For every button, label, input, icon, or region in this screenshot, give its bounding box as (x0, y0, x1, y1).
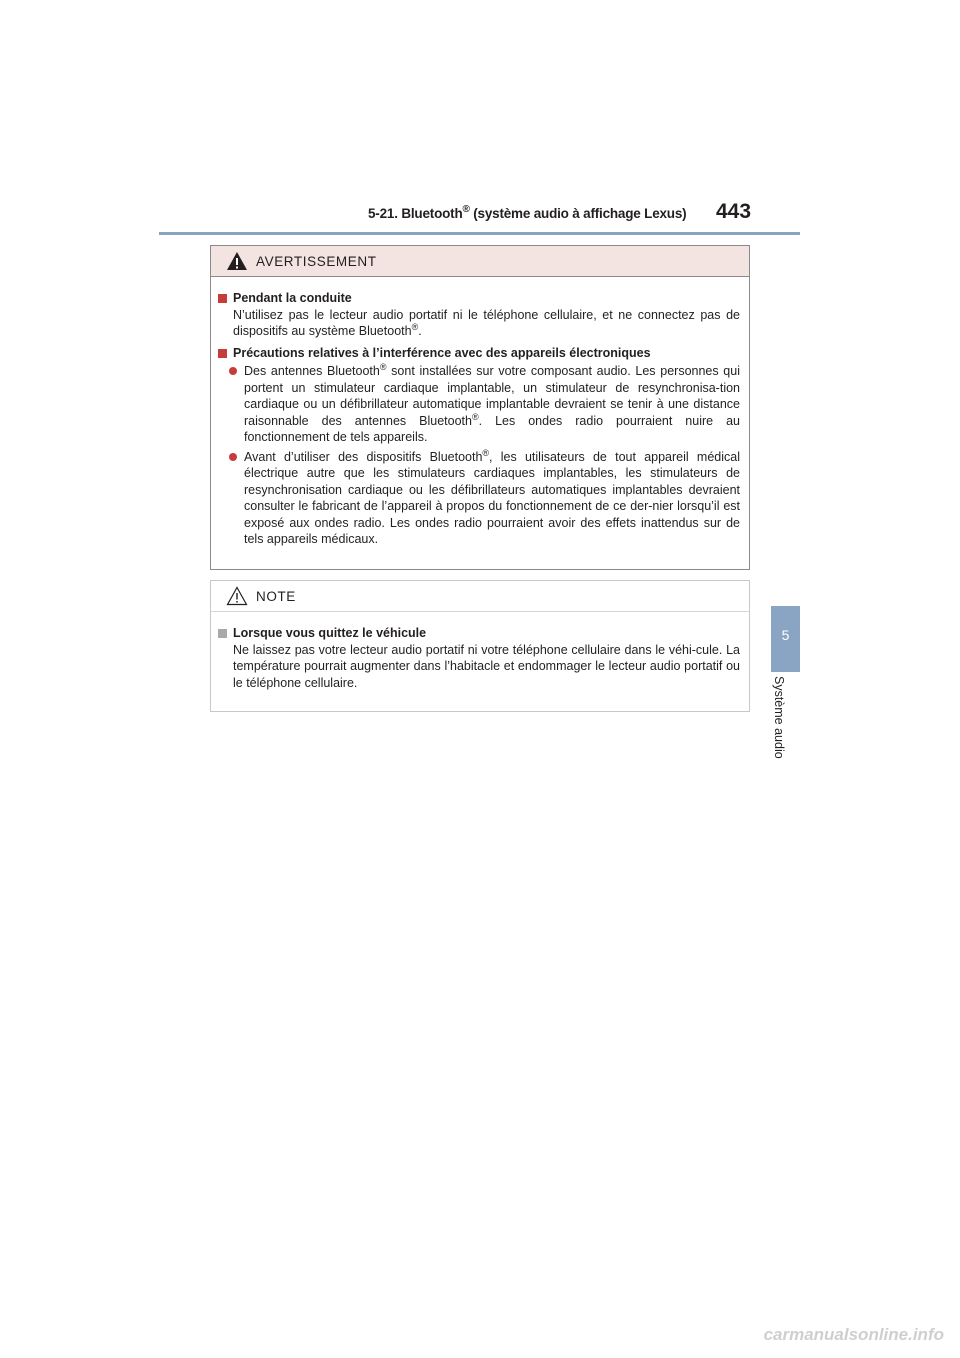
list-item (218, 449, 740, 548)
header-divider (159, 232, 800, 235)
note-item-leaving-vehicle (218, 625, 740, 691)
registered-mark: ® (379, 361, 387, 372)
registered-mark: ® (471, 411, 479, 422)
warning-box (210, 245, 750, 570)
registered-mark: ® (462, 203, 470, 215)
section-title-prefix: 5-21. Bluetooth (368, 206, 463, 221)
page-number: 443 (716, 200, 752, 223)
warning-label: AVERTISSEMENT (256, 253, 377, 269)
note-label: NOTE (256, 588, 296, 604)
square-bullet-icon (218, 294, 227, 303)
chapter-label: Système audio (772, 676, 786, 759)
bullet-text: Avant d’utiliser des dispositifs Bluetooth (244, 449, 483, 464)
item-text-end: . (418, 324, 422, 338)
square-bullet-icon (218, 349, 227, 358)
bullet-text: , les utilisateurs de tout appareil médical électrique autre que les stimulateurs cardiaques implantables, les stimulateurs de resynchronisation cardiaque ou les défibrillateurs automatiques implantables devraient consulter le fabricant de l’appareil à propos du fonctionnement de ce der-nier lorsqu’il est exposé aux ondes radio. Les ondes radio pourraient avoir des effets inattendus sur de tels appareils médicaux. (244, 449, 740, 546)
list-item (218, 363, 740, 446)
watermark: carmanualsonline.info (763, 1325, 944, 1344)
item-title: Lorsque vous quittez le véhicule (233, 626, 427, 640)
dot-bullet-icon (229, 367, 237, 375)
note-header (211, 581, 749, 612)
item-title: Précautions relatives à l’interférence avec des appareils électroniques (233, 345, 651, 360)
bullet-text: Des antennes Bluetooth (244, 364, 380, 378)
square-bullet-icon (218, 629, 227, 638)
bullet-text: sont installées sur votre composant audio. Les personnes qui portent un stimulateur cardiaque implantable, un stimulateur de resynchronisa-tion cardiaque ou un défibrillateur automatique implantable devraient se tenir à une distance raisonnable des antennes Bluetooth (244, 364, 740, 428)
warning-item-interference (218, 345, 740, 548)
item-text: Ne laissez pas votre lecteur audio portatif ni votre téléphone cellulaire dans le véhi-cule. La température pourrait augmenter dans l’habitacle et endommager le lecteur audio portatif ou le téléphone cellulaire. (233, 642, 740, 690)
bullet-text: . Les ondes radio pourraient nuire au fonctionnement de tels appareils. (244, 413, 740, 444)
warning-item-driving (218, 290, 740, 340)
warning-header (211, 246, 749, 277)
section-title-suffix: (système audio à affichage Lexus) (469, 206, 687, 221)
chapter-number: 5 (781, 627, 790, 643)
caution-triangle-icon (226, 586, 248, 606)
warning-triangle-icon (226, 251, 248, 271)
item-text: N’utilisez pas le lecteur audio portatif ni le téléphone cellulaire, et ne connectez pas de dispositifs au système Bluetooth (233, 307, 740, 338)
registered-mark: ® (482, 447, 490, 458)
item-title: Pendant la conduite (233, 291, 352, 305)
section-title (368, 203, 688, 221)
note-box (210, 580, 750, 712)
registered-mark: ® (411, 321, 419, 332)
dot-bullet-icon (229, 453, 237, 461)
